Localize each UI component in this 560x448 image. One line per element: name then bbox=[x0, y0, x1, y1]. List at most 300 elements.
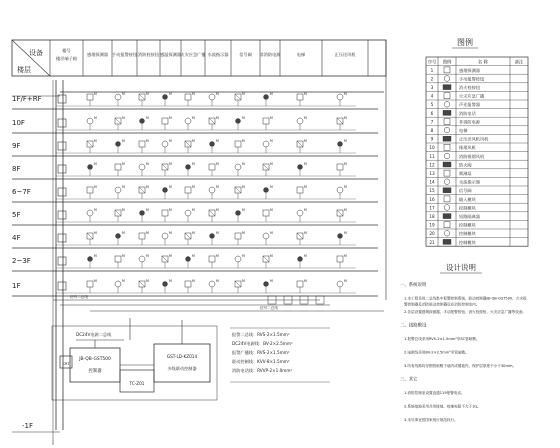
device-symbol bbox=[337, 164, 343, 170]
device-symbol bbox=[297, 118, 303, 124]
device-tag: M bbox=[270, 185, 273, 189]
device-tag: M bbox=[216, 231, 219, 235]
legend-symbol bbox=[444, 119, 450, 125]
controller-2-type: 多线联动控制器 bbox=[167, 366, 197, 371]
controller-gst-ld-kz014 bbox=[154, 344, 210, 382]
controller-2-model: GST-LD-KZ014 bbox=[166, 354, 198, 359]
legend-row-name: 非消防电源 bbox=[459, 119, 480, 125]
device-tag: M bbox=[216, 116, 219, 120]
device-symbol bbox=[87, 118, 93, 124]
device-symbol bbox=[264, 188, 269, 193]
legend-row-number: 17 bbox=[429, 205, 435, 211]
floor-label-basement: -1F bbox=[22, 422, 34, 430]
device-tag: M bbox=[216, 254, 219, 258]
device-tag: M bbox=[270, 279, 273, 283]
header-column-label: 正压送风机 bbox=[334, 52, 356, 57]
device-symbol-mark bbox=[115, 118, 121, 124]
device-tag: M bbox=[344, 279, 347, 283]
header-column-label: 火灾应急广播 bbox=[180, 52, 206, 57]
legend-row-number: 2 bbox=[430, 76, 434, 82]
device-tag: M bbox=[304, 208, 307, 212]
device-tag: M bbox=[344, 254, 347, 258]
device-tag: M bbox=[242, 139, 245, 143]
design-notes-line: 2.各层设置感烟探测器、手动报警按钮、消火栓按钮、火灾应急广播等设备。 bbox=[404, 310, 527, 314]
device-symbol bbox=[116, 142, 121, 147]
device-tag: M bbox=[242, 231, 245, 235]
device-tag: M bbox=[344, 92, 347, 96]
wiring-note: 报警二总线：RVS-2×1.5mm² bbox=[232, 332, 290, 337]
legend-symbol bbox=[444, 67, 450, 73]
device-tag: M bbox=[94, 162, 97, 166]
legend-row-number: 5 bbox=[430, 102, 434, 108]
floor-label: 10F bbox=[12, 119, 25, 127]
device-symbol bbox=[209, 256, 215, 262]
wiring-note: 报警广播线：RVS-2×1.5mm² bbox=[232, 350, 290, 355]
legend-row-number: 19 bbox=[429, 222, 435, 228]
device-tag: M bbox=[122, 254, 125, 258]
legend-row-name: 水流指示器 bbox=[459, 179, 480, 185]
device-symbol bbox=[337, 256, 343, 262]
legend-symbol bbox=[444, 222, 450, 228]
header-column-label: 感烟探测器 bbox=[87, 52, 108, 57]
device-tag: M bbox=[304, 92, 307, 96]
device-tag: M bbox=[192, 116, 195, 120]
device-symbol bbox=[337, 281, 343, 287]
device-tag: M bbox=[94, 92, 97, 96]
design-notes-heading: 三、其它 bbox=[400, 377, 418, 383]
legend-symbol bbox=[444, 170, 450, 176]
legend-row-name: 排烟风机 bbox=[459, 145, 476, 151]
floor-terminal-box bbox=[58, 142, 66, 150]
device-tag: M bbox=[192, 92, 195, 96]
device-tag: M bbox=[242, 208, 245, 212]
device-symbol bbox=[210, 142, 215, 147]
floor-terminal-box bbox=[58, 188, 66, 196]
device-tag: M bbox=[270, 208, 273, 212]
device-tag: M bbox=[192, 185, 195, 189]
corner-label-floor: 楼层 bbox=[17, 66, 31, 74]
device-tag: M bbox=[216, 162, 219, 166]
device-tag: M bbox=[122, 185, 125, 189]
design-notes-line: 1.报警总线采用RVS-2×1.5mm²穿SC管暗敷。 bbox=[404, 337, 480, 341]
device-tag: M bbox=[94, 231, 97, 235]
device-tag: M bbox=[94, 116, 97, 120]
floor-label: 5F bbox=[12, 211, 21, 219]
legend-row-name: 电梯 bbox=[459, 128, 468, 133]
device-tag: M bbox=[304, 162, 307, 166]
design-notes-line-cont: 警控制器及消防联动控制器设在消防控制室内。 bbox=[404, 302, 480, 307]
device-symbol bbox=[139, 256, 145, 262]
legend-symbol bbox=[444, 144, 450, 150]
header-column-label: 非消防电源 bbox=[259, 52, 281, 57]
device-tag: M bbox=[146, 279, 149, 283]
device-symbol bbox=[162, 210, 168, 216]
legend-title: 图例 bbox=[457, 38, 473, 47]
legend-row-number: 16 bbox=[429, 196, 435, 202]
floor-terminal-box bbox=[58, 257, 66, 265]
device-symbol-mark bbox=[185, 141, 191, 147]
design-notes-line: 3.未尽事宜按国家现行规范执行。 bbox=[404, 418, 458, 422]
control-room-frame bbox=[52, 326, 217, 400]
legend-row-number: 9 bbox=[430, 136, 434, 142]
design-notes-title: 设计说明 bbox=[446, 263, 476, 272]
legend-symbol bbox=[444, 196, 450, 202]
device-symbol bbox=[163, 282, 168, 287]
legend-symbol bbox=[444, 76, 450, 82]
design-notes-line: 2.电源线采用BV-2×2.5mm²穿管暗敷。 bbox=[404, 350, 469, 355]
device-tag: M bbox=[146, 162, 149, 166]
device-tag: M bbox=[122, 116, 125, 120]
device-tag: M bbox=[192, 231, 195, 235]
device-symbol-mark bbox=[115, 210, 121, 216]
device-tag: M bbox=[304, 254, 307, 258]
device-symbol bbox=[298, 257, 303, 262]
wiring-note: 联动控制线：KVV-8×1.5mm² bbox=[232, 359, 290, 364]
device-tag: M bbox=[169, 116, 172, 120]
device-symbol bbox=[264, 95, 269, 100]
device-symbol bbox=[298, 165, 303, 170]
legend-symbol bbox=[443, 110, 451, 115]
device-tag: M bbox=[216, 208, 219, 212]
legend-row-number: 21 bbox=[429, 239, 435, 245]
device-tag: M bbox=[146, 254, 149, 258]
device-symbol bbox=[139, 233, 145, 239]
device-symbol bbox=[235, 256, 241, 262]
legend-row-number: 7 bbox=[430, 119, 434, 125]
legend-row-name: 火灾应急广播 bbox=[459, 93, 485, 99]
device-tag: M bbox=[270, 116, 273, 120]
device-tag: M bbox=[122, 92, 125, 96]
legend-row-name: 短路隔离器 bbox=[459, 214, 480, 219]
device-symbol bbox=[235, 141, 241, 147]
device-symbol-mark bbox=[162, 164, 168, 170]
device-tag: M bbox=[192, 208, 195, 212]
corner-label-equipment: 设备 bbox=[29, 49, 43, 57]
legend-row-number: 4 bbox=[430, 93, 434, 99]
device-symbol bbox=[209, 164, 215, 170]
legend-symbol bbox=[443, 214, 451, 219]
legend-row-number: 11 bbox=[429, 153, 435, 159]
device-symbol bbox=[186, 257, 191, 262]
device-tag: M bbox=[304, 185, 307, 189]
device-symbol bbox=[140, 211, 145, 216]
header-column-label: 楼层端子箱 bbox=[56, 56, 77, 61]
device-symbol bbox=[209, 281, 215, 287]
legend-row-number: 14 bbox=[429, 179, 435, 185]
floor-label: 8F bbox=[12, 165, 21, 173]
device-symbol bbox=[88, 257, 93, 262]
device-tag: M bbox=[344, 162, 347, 166]
device-symbol bbox=[235, 164, 241, 170]
device-tag: M bbox=[192, 162, 195, 166]
design-notes-heading: 一、系统说明 bbox=[400, 283, 427, 288]
device-symbol bbox=[209, 187, 215, 193]
device-tag: M bbox=[169, 162, 172, 166]
device-symbol bbox=[115, 187, 121, 193]
controller-1-type: 控制器 bbox=[88, 369, 102, 374]
wiring-note: DC24V电源线：BV-2×2.5mm² bbox=[232, 341, 293, 346]
legend-row-name: 手动报警按钮 bbox=[459, 76, 485, 82]
device-tag: M bbox=[169, 92, 172, 96]
device-symbol bbox=[186, 165, 191, 170]
device-symbol bbox=[185, 281, 191, 287]
device-symbol-mark bbox=[139, 94, 145, 100]
device-tag: M bbox=[304, 139, 307, 143]
legend-header-cell: 名 称 bbox=[477, 60, 489, 66]
legend-row-name: 喷淋泵 bbox=[459, 171, 472, 176]
device-symbol bbox=[297, 281, 303, 287]
legend-row-number: 8 bbox=[430, 128, 434, 133]
device-tag: M bbox=[344, 231, 347, 235]
legend-symbol bbox=[444, 179, 450, 185]
device-tag: M bbox=[270, 231, 273, 235]
device-symbol bbox=[163, 188, 168, 193]
legend-symbol bbox=[444, 93, 450, 99]
signal-bus-label-2: 信号二总线 bbox=[260, 306, 278, 310]
device-symbol bbox=[116, 234, 121, 239]
legend-row-number: 3 bbox=[430, 85, 434, 90]
device-symbol-mark bbox=[209, 118, 215, 124]
design-notes-line: 3.所有线路均穿钢管暗敷于墙内或楼板内，保护层厚度不小于30mm。 bbox=[404, 364, 517, 368]
device-tag: M bbox=[242, 254, 245, 258]
device-symbol bbox=[162, 118, 168, 124]
floor-label: 6~7F bbox=[12, 188, 31, 196]
device-symbol bbox=[338, 234, 343, 239]
device-tag: M bbox=[169, 231, 172, 235]
floor-terminal-box bbox=[58, 282, 66, 290]
device-tag: M bbox=[122, 279, 125, 283]
legend-symbol bbox=[443, 239, 451, 244]
controller-3-model: TC-Z01 bbox=[129, 381, 145, 386]
legend-row-number: 20 bbox=[429, 231, 435, 237]
header-column-label: 消防栓按钮 bbox=[138, 52, 159, 57]
device-symbol-mark bbox=[209, 210, 215, 216]
device-tag: M bbox=[169, 185, 172, 189]
device-symbol-mark bbox=[297, 141, 303, 147]
device-symbol bbox=[337, 187, 343, 193]
device-symbol bbox=[87, 281, 93, 287]
device-symbol bbox=[185, 210, 191, 216]
device-tag: M bbox=[242, 185, 245, 189]
legend-row-name: 正压送风机风机 bbox=[459, 136, 489, 142]
legend-symbol bbox=[444, 205, 450, 211]
device-symbol-mark bbox=[235, 187, 241, 193]
device-tag: M bbox=[304, 279, 307, 283]
device-tag: M bbox=[169, 279, 172, 283]
device-symbol bbox=[235, 233, 241, 239]
device-symbol bbox=[263, 210, 269, 216]
device-tag: M bbox=[270, 254, 273, 258]
device-tag: M bbox=[169, 208, 172, 212]
device-symbol bbox=[87, 187, 93, 193]
legend-header-cell: 备注 bbox=[514, 60, 524, 66]
legend-row-number: 1 bbox=[430, 67, 434, 73]
device-symbol-mark bbox=[87, 233, 93, 239]
device-tag: M bbox=[216, 92, 219, 96]
device-symbol bbox=[139, 141, 145, 147]
device-symbol bbox=[263, 233, 269, 239]
floor-label: 1F bbox=[12, 282, 21, 290]
legend-row-name: 感烟探测器 bbox=[459, 67, 480, 73]
device-symbol-mark bbox=[139, 281, 145, 287]
device-tag: M bbox=[270, 139, 273, 143]
device-tag: M bbox=[242, 279, 245, 283]
device-symbol bbox=[162, 233, 168, 239]
device-tag: M bbox=[122, 231, 125, 235]
device-symbol bbox=[337, 94, 343, 100]
device-symbol bbox=[115, 94, 121, 100]
floor-terminal-box bbox=[58, 165, 66, 173]
device-symbol-mark bbox=[297, 233, 303, 239]
floor-label: 2~3F bbox=[12, 257, 31, 265]
legend-row-name: 控制模块 bbox=[459, 222, 476, 228]
legend-symbol bbox=[444, 153, 450, 159]
device-symbol bbox=[264, 282, 269, 287]
floor-terminal-box bbox=[58, 119, 66, 127]
controller-jb-qb-gst500 bbox=[70, 348, 120, 382]
device-symbol-mark bbox=[337, 210, 343, 216]
device-symbol bbox=[297, 94, 303, 100]
device-symbol bbox=[87, 210, 93, 216]
device-tag: M bbox=[146, 231, 149, 235]
signal-bus-label: 信号二总线 bbox=[70, 295, 88, 299]
device-symbol bbox=[115, 281, 121, 287]
device-tag: M bbox=[122, 162, 125, 166]
device-symbol-mark bbox=[185, 233, 191, 239]
dc24v-bus-label: DC24V电源二总线 bbox=[76, 332, 112, 337]
legend-row-name: 消火栓按钮 bbox=[459, 85, 480, 90]
legend-symbol bbox=[444, 102, 450, 108]
header-column-label: 水流指示器 bbox=[207, 52, 229, 57]
legend-row-name: 控制模块 bbox=[459, 205, 476, 211]
legend-header-cell: 序号 bbox=[427, 60, 437, 66]
controller-1-model: JB-QB-GST500 bbox=[79, 357, 111, 362]
wiring-note: 消防电话线：RVVP-2×1.0mm² bbox=[232, 368, 293, 373]
device-symbol-mark bbox=[263, 256, 269, 262]
device-symbol bbox=[185, 94, 191, 100]
floor-label: 9F bbox=[12, 142, 21, 150]
device-tag: M bbox=[304, 231, 307, 235]
legend-row-number: 10 bbox=[429, 145, 435, 151]
device-symbol bbox=[162, 141, 168, 147]
device-symbol bbox=[87, 94, 93, 100]
crt-label: CRT bbox=[62, 362, 70, 366]
device-tag: M bbox=[192, 254, 195, 258]
device-symbol bbox=[185, 118, 191, 124]
header-column-label: 信号阀 bbox=[239, 52, 252, 57]
floor-terminal-box bbox=[58, 211, 66, 219]
device-tag: M bbox=[344, 139, 347, 143]
legend-row-name: 防火阀 bbox=[459, 162, 472, 168]
device-tag: M bbox=[122, 139, 125, 143]
legend-row-name: 声光报警器 bbox=[459, 102, 480, 108]
design-notes-line: 1.消防控制室设置直通119报警电话。 bbox=[404, 391, 465, 395]
device-symbol bbox=[338, 142, 343, 147]
device-symbol bbox=[263, 141, 269, 147]
device-tag: M bbox=[344, 185, 347, 189]
device-symbol bbox=[185, 187, 191, 193]
device-symbol bbox=[209, 94, 215, 100]
design-notes-line: 1.本工程采用二总线集中报警控制系统，联动控制器JB-QB-GST500，火灾报 bbox=[404, 296, 527, 301]
device-tag: M bbox=[344, 208, 347, 212]
device-tag: M bbox=[304, 116, 307, 120]
device-tag: M bbox=[146, 116, 149, 120]
legend-symbol bbox=[443, 162, 451, 167]
device-tag: M bbox=[94, 279, 97, 283]
device-symbol bbox=[236, 119, 241, 124]
legend-symbol bbox=[443, 188, 451, 193]
device-tag: M bbox=[146, 208, 149, 212]
legend-row-name: 信号阀 bbox=[459, 188, 472, 194]
floor-label: 4F bbox=[12, 234, 21, 242]
header-column-label: 手动报警按钮 bbox=[111, 52, 138, 57]
device-symbol bbox=[140, 119, 145, 124]
legend-row-number: 13 bbox=[429, 171, 435, 176]
device-tag: M bbox=[216, 139, 219, 143]
header-column-label: 电梯 bbox=[296, 52, 306, 57]
legend-row-number: 18 bbox=[429, 214, 435, 219]
device-tag: M bbox=[270, 162, 273, 166]
legend-row-number: 6 bbox=[430, 110, 434, 116]
device-tag: M bbox=[94, 254, 97, 258]
floor-label: 1F/F+RF bbox=[12, 95, 42, 103]
device-symbol-mark bbox=[337, 118, 343, 124]
header-column-label: 楼号 bbox=[62, 48, 71, 53]
device-symbol-mark bbox=[263, 164, 269, 170]
device-tag: M bbox=[192, 279, 195, 283]
legend-symbol bbox=[444, 231, 450, 237]
device-symbol bbox=[88, 165, 93, 170]
legend-header-cell: 图例 bbox=[442, 60, 452, 66]
device-tag: M bbox=[242, 116, 245, 120]
legend-row-number: 15 bbox=[429, 188, 435, 194]
legend-row-name: 控制模块 bbox=[459, 231, 476, 237]
design-notes-line: 2.系统接地采用共用接地，接地电阻不大于1Ω。 bbox=[404, 404, 481, 409]
device-tag: M bbox=[122, 208, 125, 212]
legend-symbol bbox=[443, 136, 451, 141]
device-tag: M bbox=[94, 185, 97, 189]
device-tag: M bbox=[242, 92, 245, 96]
device-symbol-mark bbox=[139, 187, 145, 193]
device-symbol-mark bbox=[235, 281, 241, 287]
device-tag: M bbox=[192, 139, 195, 143]
legend-row-name: 消防排烟风机 bbox=[459, 153, 485, 159]
legend-row-name: 消防电话 bbox=[459, 110, 476, 116]
header-column-label: 感温探测器 bbox=[160, 52, 181, 57]
device-symbol bbox=[210, 234, 215, 239]
device-tag: M bbox=[146, 139, 149, 143]
device-tag: M bbox=[270, 92, 273, 96]
device-symbol bbox=[115, 256, 121, 262]
device-symbol bbox=[297, 210, 303, 216]
device-tag: M bbox=[94, 139, 97, 143]
device-tag: M bbox=[146, 92, 149, 96]
device-symbol bbox=[297, 187, 303, 193]
device-symbol-mark bbox=[87, 141, 93, 147]
legend-row-name: 控制模块 bbox=[459, 239, 476, 245]
legend-symbol bbox=[444, 127, 450, 133]
device-symbol bbox=[115, 164, 121, 170]
device-tag: M bbox=[344, 116, 347, 120]
device-tag: M bbox=[94, 208, 97, 212]
device-symbol-mark bbox=[162, 256, 168, 262]
device-symbol-mark bbox=[235, 94, 241, 100]
legend-row-number: 12 bbox=[429, 162, 435, 168]
device-symbol bbox=[263, 118, 269, 124]
device-symbol bbox=[236, 211, 241, 216]
device-tag: M bbox=[146, 185, 149, 189]
device-symbol bbox=[163, 95, 168, 100]
